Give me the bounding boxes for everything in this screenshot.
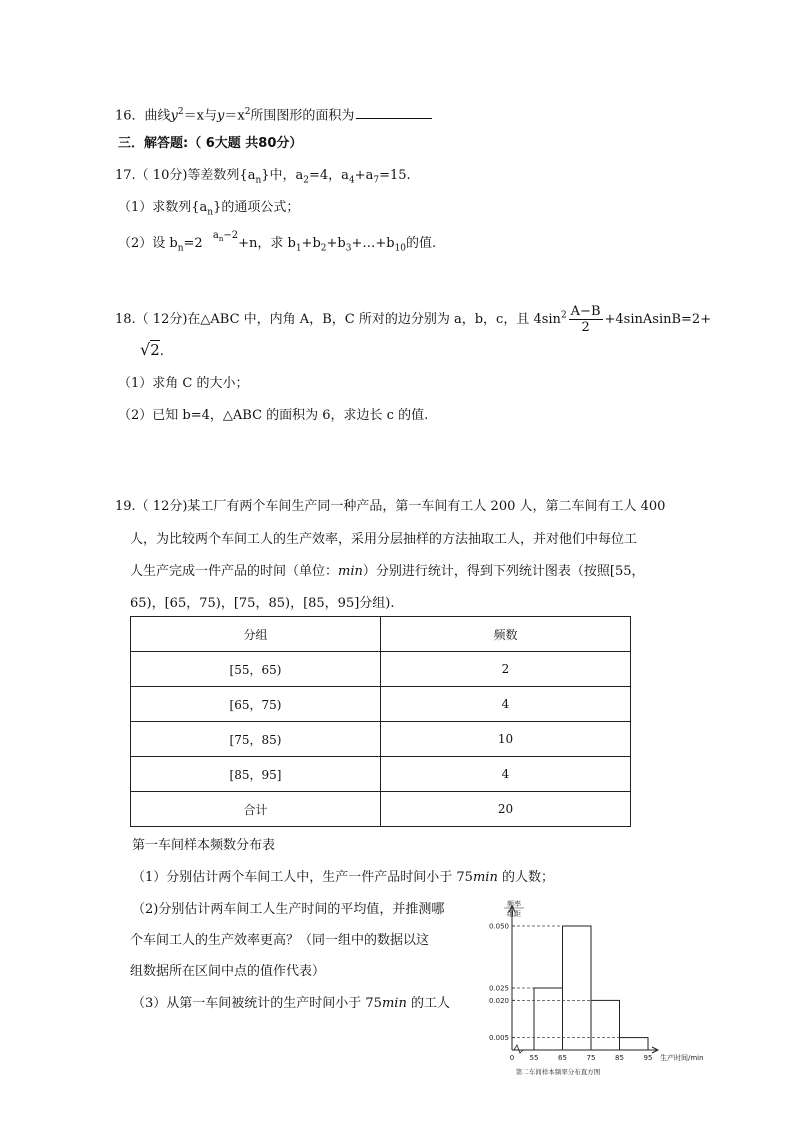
q16-eq2-mid: ＝x	[224, 108, 245, 124]
q18-fraction	[569, 304, 603, 335]
q16-eq2-exp: 2	[244, 107, 251, 117]
q19-l3-text-a: 人生产完成一件产品的时间（单位：	[130, 564, 339, 579]
axis-break-mark	[514, 1045, 526, 1053]
q17-p2-text-e: +b	[326, 236, 346, 251]
table-header-cell: 频数	[381, 617, 631, 652]
q17-p2-text-c: +n，求 b	[238, 236, 296, 251]
table-cell-count: 2	[381, 652, 631, 687]
q18-text-a: 18.（ 12分)在△ABC 中，内角 A，B，C 所对的边分别为 a，b，c，且 4sin	[115, 312, 561, 327]
q16-eq1-y: y	[170, 108, 178, 124]
q19-part1	[132, 870, 554, 886]
q19-line1: 19.（ 12分)某工厂有两个车间生产同一种产品，第一车间有工人 200 人，第二车间有工人 400	[115, 499, 666, 514]
q19-p3-text-b: 的工人	[406, 996, 450, 1011]
q16-eq2-y: y	[216, 108, 225, 124]
q19-l3-text-b: ）分别进行统计，得到下列统计图表（按照[55，	[362, 564, 645, 579]
q19-p1-unit: min	[472, 870, 498, 885]
q17-p2-b1: 1	[295, 243, 302, 254]
q16-line	[115, 104, 432, 124]
q18-sqrt-value: 2	[150, 341, 160, 359]
q17-p2-exp-sub: n	[218, 235, 224, 243]
y-tick-label: 0.020	[488, 996, 509, 1005]
histogram-bar	[620, 1038, 649, 1050]
q17-p2-text-b: =2	[183, 236, 203, 251]
q17-text-e: =15.	[379, 168, 411, 183]
q17-p2-exponent	[213, 230, 238, 241]
q17-p2-text-a: （2）设 b	[118, 236, 178, 251]
x-tick-label: 75	[586, 1054, 596, 1062]
frequency-table	[130, 616, 631, 827]
q17-text-a: 17.（ 10分)等差数列{a	[115, 168, 256, 183]
table-row-total	[131, 792, 631, 827]
q18-frac-num: A−B	[570, 304, 601, 319]
q18-part1: （1）求角 C 的大小；	[118, 376, 249, 391]
histogram-bar	[591, 1000, 620, 1050]
q17-p1-text-b: }的通项公式；	[213, 200, 300, 215]
q16-eq1-rest: ＝x与	[183, 108, 217, 124]
table-cell-count: 10	[381, 722, 631, 757]
q17-part1	[118, 200, 299, 221]
histogram-chart	[476, 896, 716, 1082]
histogram-bar	[563, 926, 592, 1050]
q17-p2-exp-b: −2	[223, 230, 239, 241]
table-cell-group: 合计	[131, 792, 381, 827]
histogram-bar	[534, 988, 563, 1050]
table-cell-count: 4	[381, 757, 631, 792]
q17-p2-b2: 2	[320, 243, 327, 254]
table-header-row	[131, 617, 631, 652]
table-row	[131, 722, 631, 757]
q18-sqrt-symbol: √	[140, 340, 151, 359]
q16-label: 16．曲线	[115, 108, 171, 124]
q18-part2: （2）已知 b=4，△ABC 的面积为 6，求边长 c 的值.	[118, 408, 429, 423]
y-tick-label: 0.005	[488, 1034, 509, 1043]
table-header-cell: 分组	[131, 617, 381, 652]
q19-line2: 人，为比较两个车间工人的生产效率，采用分层抽样的方法抽取工人，并对他们中每位工	[130, 532, 638, 547]
y-axis-label-top: 频率	[507, 900, 521, 908]
q19-line4: 65)，[65，75)，[75，85)，[85，95]分组).	[130, 596, 395, 611]
q18-sin-exp: 2	[560, 310, 567, 321]
section-heading: 三．解答题:（ 6大题 共80分）	[118, 136, 303, 151]
y-tick-label: 0.025	[488, 984, 509, 993]
q19-part2-line1: （2)分别估计两车间工人生产时间的平均值，并推测哪	[132, 902, 445, 917]
q17-p2-b10: 10	[394, 243, 407, 254]
x-tick-label: 85	[615, 1054, 624, 1062]
q17-p2-b3: 3	[345, 243, 352, 254]
q19-p1-text-a: （1）分别估计两个车间工人中，生产一件产品时间小于 75	[132, 870, 473, 885]
q18-head	[115, 304, 711, 335]
table-caption: 第一车间样本频数分布表	[132, 838, 276, 853]
q19-p3-text-a: （3）从第一车间被统计的生产时间小于 75	[132, 996, 382, 1011]
q17-text-c: =4，a	[309, 168, 349, 183]
x-axis-label: 生产时间/min	[660, 1054, 704, 1062]
q17-sub-2: 2	[303, 175, 310, 186]
x-tick-label: 55	[529, 1054, 539, 1062]
table-row	[131, 652, 631, 687]
q17-sub-7: 7	[373, 175, 380, 186]
q17-head	[115, 168, 411, 189]
q18-frac-den: 2	[581, 320, 590, 335]
q19-part3	[132, 996, 450, 1012]
q17-p2-text-g: 的值.	[406, 236, 437, 251]
q17-part2	[118, 230, 437, 257]
q17-p1-text-a: （1）求数列{a	[118, 200, 208, 215]
q17-p2-text-d: +b	[301, 236, 321, 251]
q19-part2-line2: 个车间工人的生产效率更高？（同一组中的数据以这	[130, 933, 430, 948]
table-cell-group: [55，65)	[131, 652, 381, 687]
q19-p1-text-b: 的人数；	[497, 870, 554, 885]
chart-title: 第二车间样本频率分布直方图	[515, 1068, 601, 1076]
table-row	[131, 687, 631, 722]
q19-l3-unit: min	[338, 564, 363, 579]
table-cell-group: [75，85)	[131, 722, 381, 757]
table-row	[131, 757, 631, 792]
table-cell-group: [85，95]	[131, 757, 381, 792]
table-cell-count: 4	[381, 687, 631, 722]
x-tick-label: 95	[643, 1054, 653, 1062]
q16-tail: 所围图形的面积为	[250, 108, 355, 124]
q17-sub-n: n	[255, 175, 262, 186]
table-cell-group: [65，75)	[131, 687, 381, 722]
q18-sqrt-line	[140, 342, 164, 360]
q18-text-b: +4sinAsinB=2+	[604, 312, 712, 327]
q18-sqrt-tail: .	[159, 344, 164, 359]
q17-p2-bsub: n	[177, 243, 184, 254]
q17-p2-text-f: +…+b	[351, 236, 395, 251]
x-tick-label: 65	[558, 1054, 567, 1062]
q16-answer-blank	[356, 106, 432, 119]
q19-line3	[130, 564, 645, 580]
q17-p2-exp-a: a	[212, 230, 219, 241]
table-cell-count: 20	[381, 792, 631, 827]
q17-sub-4: 4	[348, 175, 355, 186]
q17-text-d: +a	[354, 168, 374, 183]
q17-p1-sub: n	[207, 207, 214, 218]
y-axis-label-bottom: 组距	[507, 910, 521, 918]
q17-text-b: }中，a	[261, 168, 304, 183]
q19-part2-line3: 组数据所在区间中点的值作代表）	[130, 964, 326, 979]
q16-eq1-exp: 2	[177, 107, 184, 117]
x-tick-label: 0	[509, 1054, 515, 1062]
y-tick-label: 0.050	[488, 922, 509, 931]
q19-p3-unit: min	[381, 996, 407, 1011]
